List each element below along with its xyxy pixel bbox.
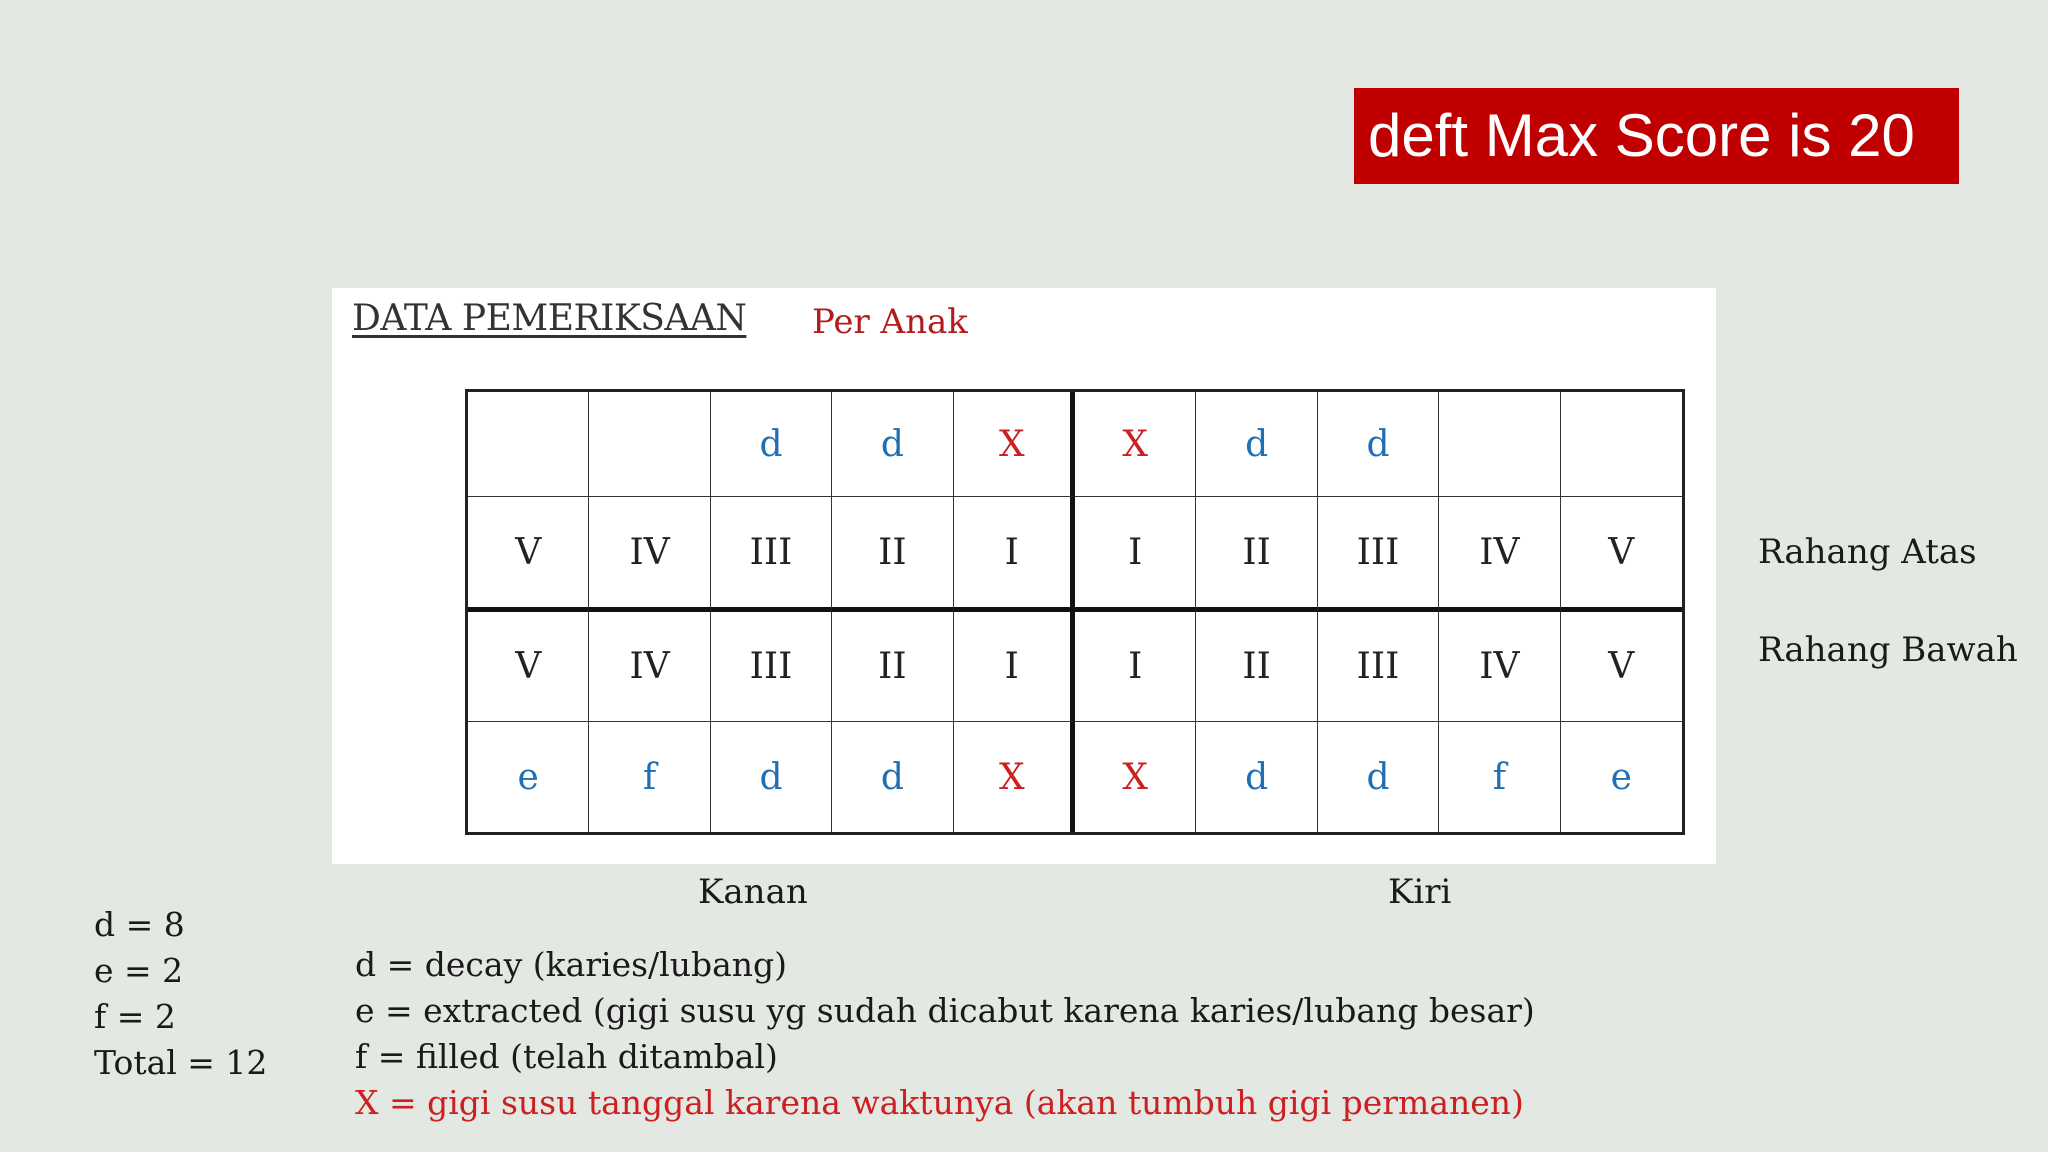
table-cell: X (1075, 392, 1196, 497)
table-cell: V (1561, 612, 1682, 722)
table-cell: d (1318, 392, 1439, 497)
table-cell: f (589, 722, 710, 832)
table-cell: III (711, 612, 832, 722)
table-cell: IV (1439, 497, 1560, 612)
table-cell: II (1196, 612, 1317, 722)
table-cell: e (468, 722, 589, 832)
table-cell (1439, 392, 1560, 497)
table-cell: V (1561, 497, 1682, 612)
left-side-label: Kiri (1388, 872, 1452, 912)
summary-line: d = 8 (94, 905, 185, 944)
max-score-badge: deft Max Score is 20 (1354, 88, 1959, 184)
score-summary (94, 902, 267, 1086)
table-cell: d (1196, 392, 1317, 497)
upper-jaw-label: Rahang Atas (1758, 532, 1977, 572)
table-cell: d (711, 722, 832, 832)
table-cell (1561, 392, 1682, 497)
examination-panel (332, 288, 1716, 864)
legend (355, 942, 1535, 1126)
table-cell: I (1075, 612, 1196, 722)
legend-item: e = extracted (gigi susu yg sudah dicabut karena karies/lubang besar) (355, 991, 1535, 1030)
summary-line: f = 2 (94, 997, 176, 1036)
table-cell: IV (589, 612, 710, 722)
table-cell: d (1196, 722, 1317, 832)
table-cell: III (1318, 497, 1439, 612)
lower-jaw-label: Rahang Bawah (1758, 630, 2018, 670)
panel-title: DATA PEMERIKSAAN (352, 298, 747, 339)
table-cell (468, 392, 589, 497)
table-cell: III (1318, 612, 1439, 722)
table-cell: d (832, 392, 953, 497)
legend-item: X = gigi susu tanggal karena waktunya (akan tumbuh gigi permanen) (355, 1083, 1524, 1122)
right-side-label: Kanan (698, 872, 808, 912)
panel-subtitle: Per Anak (812, 302, 968, 342)
summary-line: Total = 12 (94, 1043, 268, 1082)
table-cell: II (1196, 497, 1317, 612)
table-cell: X (954, 392, 1075, 497)
table-cell: II (832, 497, 953, 612)
legend-item: d = decay (karies/lubang) (355, 945, 788, 984)
table-cell: e (1610, 756, 1632, 798)
table-cell: X (954, 722, 1075, 832)
table-cell (589, 392, 710, 497)
tooth-chart-table (465, 389, 1685, 835)
table-cell: I (954, 497, 1075, 612)
table-cell: V (468, 612, 589, 722)
table-cell: d (1318, 722, 1439, 832)
table-cell: I (1075, 497, 1196, 612)
table-cell: V (468, 497, 589, 612)
table-cell: X (1075, 722, 1196, 832)
table-cell: IV (589, 497, 710, 612)
table-cell: I (954, 612, 1075, 722)
table-cell: II (832, 612, 953, 722)
summary-line: e = 2 (94, 951, 184, 990)
table-cell: d (711, 392, 832, 497)
table-cell: IV (1439, 612, 1560, 722)
table-cell: f (1439, 722, 1560, 832)
table-cell: III (711, 497, 832, 612)
legend-item: f = filled (telah ditambal) (355, 1037, 778, 1076)
table-cell: d (832, 722, 953, 832)
